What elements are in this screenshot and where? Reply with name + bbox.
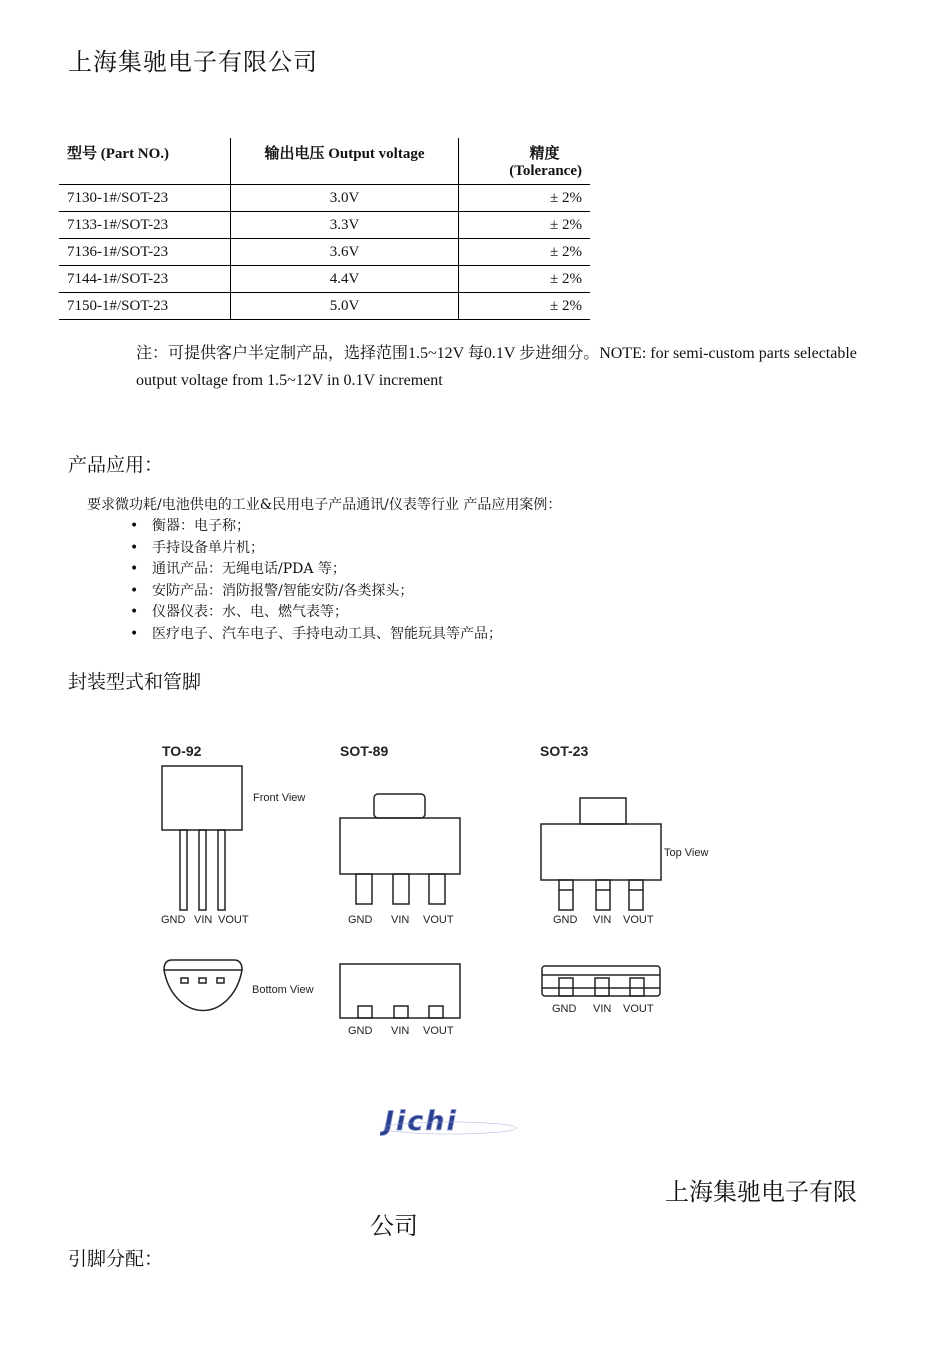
list-item: • 衡器：电子称； xyxy=(130,516,502,538)
applications-intro: 要求微功耗/电池供电的工业&民用电子产品通讯/仪表等行业 产品应用案例： xyxy=(87,497,562,513)
sot89-bottom-pin xyxy=(429,1006,443,1018)
sot89-bottom-pin xyxy=(394,1006,408,1018)
header-voltage: 输出电压 Output voltage xyxy=(231,138,459,185)
header-part: 型号 (Part NO.) xyxy=(59,138,231,185)
pin-gnd: GND xyxy=(161,914,186,926)
pin-gnd: GND xyxy=(348,914,373,926)
sot23-body xyxy=(541,824,661,880)
part-cell: 7150-1#/SOT-23 xyxy=(59,293,231,320)
table-row xyxy=(59,239,590,266)
pin-vin: VIN xyxy=(593,1003,612,1015)
custom-note: 注：可提供客户半定制产品，选择范围1.5~12V 每0.1V 步进细分。NOTE: for semi-custom parts selectable output voltage from 1.5~12V in 0.1V increment xyxy=(136,345,857,389)
sot89-body xyxy=(340,818,460,874)
header-tolerance-en: (Tolerance) xyxy=(509,163,582,179)
sot23-bottom-pin xyxy=(630,978,644,996)
to92-bottom-pin xyxy=(217,978,224,983)
voltage-cell: 4.4V xyxy=(231,266,459,293)
sot89-bottom-pin xyxy=(358,1006,372,1018)
sot23-pin xyxy=(629,880,643,910)
voltage-cell: 5.0V xyxy=(231,293,459,320)
header-tolerance-cn: 精度 xyxy=(529,146,560,162)
sot23-tab xyxy=(580,798,626,824)
to92-pin xyxy=(180,830,187,910)
packages-title: 封装型式和管脚 xyxy=(68,671,202,693)
sot89-label: SOT-89 xyxy=(340,743,389,759)
company-title: 上海集驰电子有限公司 xyxy=(68,48,318,76)
part-cell: 7136-1#/SOT-23 xyxy=(59,239,231,266)
sot89-pin xyxy=(393,874,409,904)
bottom-view-label: Bottom View xyxy=(252,984,314,996)
applications-title: 产品应用： xyxy=(68,454,164,476)
sot89-pin xyxy=(429,874,445,904)
sot89-tab xyxy=(374,794,425,818)
pin-vin: VIN xyxy=(194,914,213,926)
table-header-row xyxy=(59,138,590,185)
tolerance-cell: ± 2% xyxy=(550,297,582,314)
pin-gnd: GND xyxy=(348,1025,373,1037)
applications-list xyxy=(130,516,502,646)
voltage-cell: 3.6V xyxy=(231,239,459,266)
part-cell: 7130-1#/SOT-23 xyxy=(59,185,231,212)
part-cell: 7133-1#/SOT-23 xyxy=(59,212,231,239)
tolerance-cell: ± 2% xyxy=(550,189,582,206)
list-item: • 医疗电子、汽车电子、手持电动工具、智能玩具等产品； xyxy=(130,624,502,646)
to92-bottom-top xyxy=(164,960,242,970)
to92-pin xyxy=(218,830,225,910)
to92-label: TO-92 xyxy=(162,743,202,759)
table-row xyxy=(59,212,590,239)
tolerance-cell: ± 2% xyxy=(550,243,582,260)
voltage-cell: 3.3V xyxy=(231,212,459,239)
sot23-bottom-pin xyxy=(559,978,573,996)
to92-body xyxy=(162,766,242,830)
to92-bottom-outline xyxy=(164,970,242,1010)
package-diagram xyxy=(150,738,750,1048)
table-row xyxy=(59,185,590,212)
sot89-pin xyxy=(356,874,372,904)
pin-vin: VIN xyxy=(593,914,612,926)
to92-bottom-pin xyxy=(199,978,206,983)
pinout-title: 引脚分配： xyxy=(68,1248,164,1270)
pin-vout: VOUT xyxy=(623,1003,654,1015)
pin-vout: VOUT xyxy=(623,914,654,926)
footer-company: 上海集驰电子有限 xyxy=(665,1178,857,1206)
to92-pin xyxy=(199,830,206,910)
jichi-logo xyxy=(380,1100,530,1150)
pin-vout: VOUT xyxy=(423,914,454,926)
list-item: • 通讯产品：无绳电话/PDA 等； xyxy=(130,559,502,581)
sot23-pin xyxy=(559,880,573,910)
pin-gnd: GND xyxy=(552,1003,577,1015)
tolerance-cell: ± 2% xyxy=(550,270,582,287)
pin-gnd: GND xyxy=(553,914,578,926)
front-view-label: Front View xyxy=(253,792,306,804)
table-row xyxy=(59,293,590,320)
to92-bottom-pin xyxy=(181,978,188,983)
sot23-label: SOT-23 xyxy=(540,743,589,759)
list-item: • 仪器仪表：水、电、燃气表等； xyxy=(130,602,502,624)
pin-vout: VOUT xyxy=(423,1025,454,1037)
sot23-pin xyxy=(596,880,610,910)
list-item: • 手持设备单片机； xyxy=(130,538,502,560)
top-view-label: Top View xyxy=(664,847,709,859)
pin-vin: VIN xyxy=(391,914,410,926)
voltage-cell: 3.0V xyxy=(231,185,459,212)
logo-text: Jichi xyxy=(384,1106,458,1137)
part-cell: 7144-1#/SOT-23 xyxy=(59,266,231,293)
sot23-bottom-pin xyxy=(595,978,609,996)
pin-vin: VIN xyxy=(391,1025,410,1037)
footer-company-continued: 公司 xyxy=(370,1212,418,1240)
tolerance-cell: ± 2% xyxy=(550,216,582,233)
table-row xyxy=(59,266,590,293)
header-tolerance xyxy=(459,138,591,185)
list-item: • 安防产品：消防报警/智能安防/各类探头； xyxy=(130,581,502,603)
pin-vout: VOUT xyxy=(218,914,249,926)
voltage-table xyxy=(59,138,590,320)
